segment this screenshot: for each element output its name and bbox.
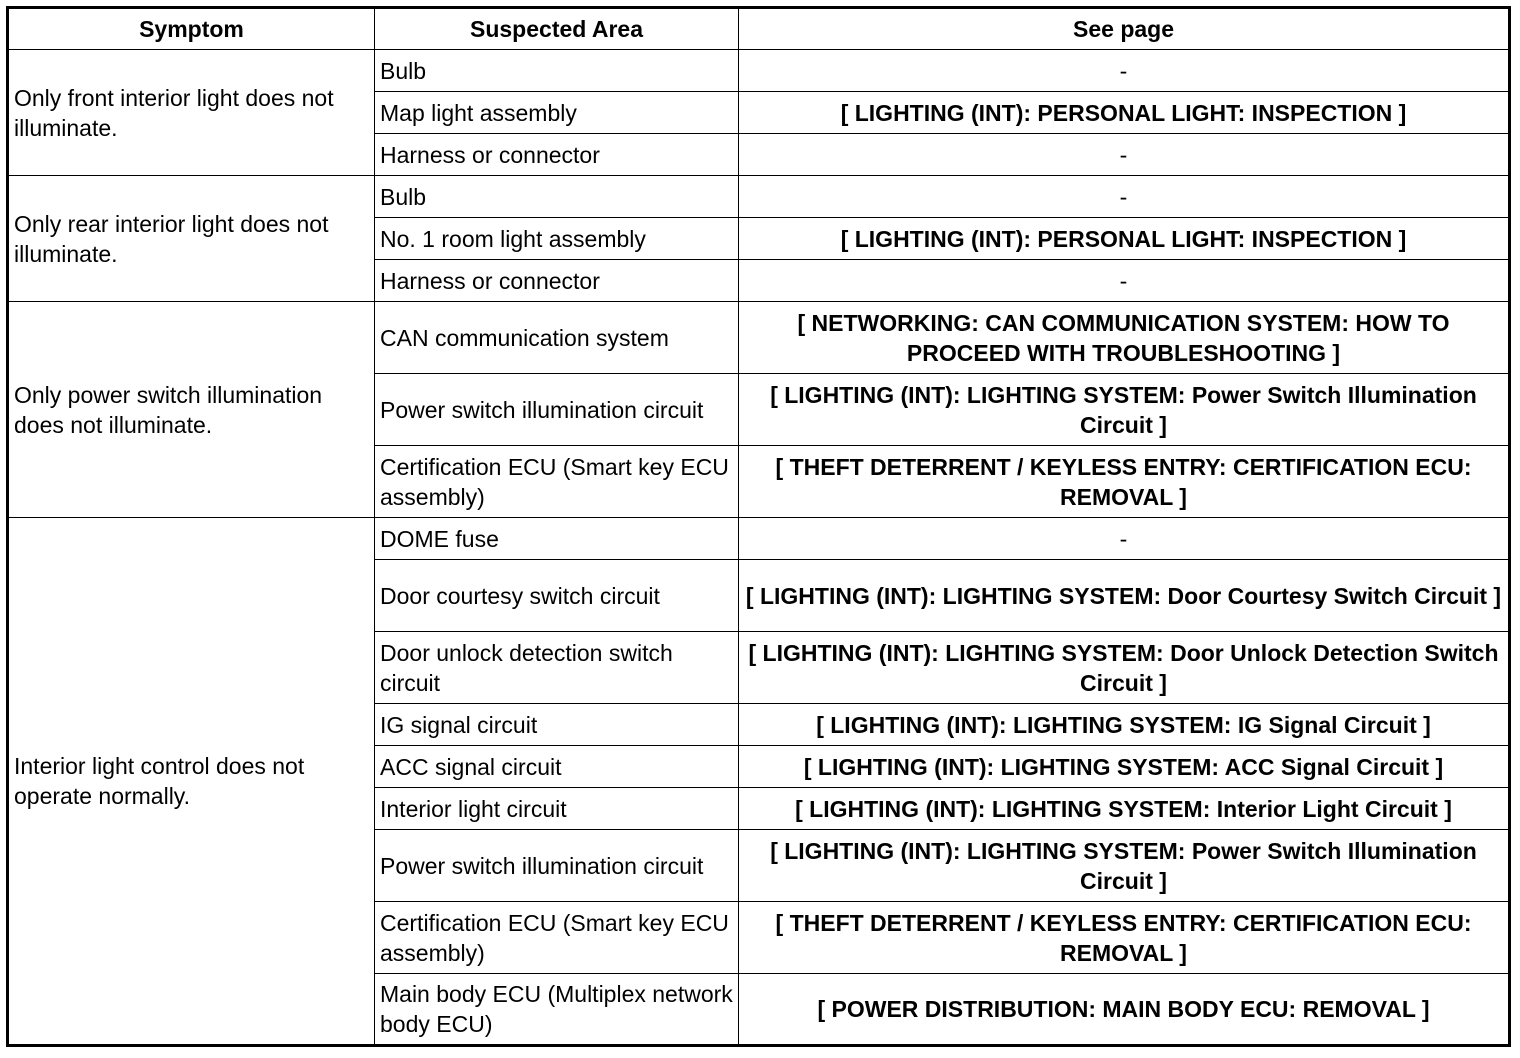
see-page-reference[interactable]: [ NETWORKING: CAN COMMUNICATION SYSTEM: HOW TO PROCEED WITH TROUBLESHOOTING ]: [739, 302, 1510, 374]
see-page-reference[interactable]: [ THEFT DETERRENT / KEYLESS ENTRY: CERTIFICATION ECU: REMOVAL ]: [739, 902, 1510, 974]
see-page-cell-empty: -: [739, 50, 1510, 92]
table-row: [8, 518, 1510, 560]
symptom-cell: Only rear interior light does not illuminate.: [8, 176, 375, 302]
header-symptom: Symptom: [8, 8, 375, 50]
see-page-reference[interactable]: [ POWER DISTRIBUTION: MAIN BODY ECU: REMOVAL ]: [739, 974, 1510, 1046]
see-page-cell-empty: -: [739, 260, 1510, 302]
suspected-area-cell: DOME fuse: [375, 518, 739, 560]
suspected-area-cell: Bulb: [375, 50, 739, 92]
suspected-area-cell: ACC signal circuit: [375, 746, 739, 788]
suspected-area-cell: IG signal circuit: [375, 704, 739, 746]
problem-symptoms-table: [6, 6, 1511, 1047]
see-page-reference[interactable]: [ THEFT DETERRENT / KEYLESS ENTRY: CERTIFICATION ECU: REMOVAL ]: [739, 446, 1510, 518]
table-row: [8, 302, 1510, 374]
see-page-cell-empty: -: [739, 518, 1510, 560]
see-page-reference[interactable]: [ LIGHTING (INT): LIGHTING SYSTEM: Power Switch Illumination Circuit ]: [739, 374, 1510, 446]
header-see-page: See page: [739, 8, 1510, 50]
suspected-area-cell: Main body ECU (Multiplex network body ECU): [375, 974, 739, 1046]
symptom-cell: Interior light control does not operate normally.: [8, 518, 375, 1046]
symptom-cell: Only front interior light does not illuminate.: [8, 50, 375, 176]
see-page-cell-empty: -: [739, 134, 1510, 176]
suspected-area-cell: Door unlock detection switch circuit: [375, 632, 739, 704]
table-row: [8, 50, 1510, 92]
suspected-area-cell: Power switch illumination circuit: [375, 830, 739, 902]
see-page-reference[interactable]: [ LIGHTING (INT): LIGHTING SYSTEM: Door Unlock Detection Switch Circuit ]: [739, 632, 1510, 704]
see-page-reference[interactable]: [ LIGHTING (INT): PERSONAL LIGHT: INSPECTION ]: [739, 218, 1510, 260]
header-suspected-area: Suspected Area: [375, 8, 739, 50]
see-page-reference[interactable]: [ LIGHTING (INT): LIGHTING SYSTEM: IG Signal Circuit ]: [739, 704, 1510, 746]
see-page-reference[interactable]: [ LIGHTING (INT): LIGHTING SYSTEM: ACC Signal Circuit ]: [739, 746, 1510, 788]
see-page-reference[interactable]: [ LIGHTING (INT): LIGHTING SYSTEM: Power Switch Illumination Circuit ]: [739, 830, 1510, 902]
symptom-cell: Only power switch illumination does not illuminate.: [8, 302, 375, 518]
suspected-area-cell: Certification ECU (Smart key ECU assembly): [375, 446, 739, 518]
see-page-reference[interactable]: [ LIGHTING (INT): LIGHTING SYSTEM: Interior Light Circuit ]: [739, 788, 1510, 830]
table-body: [8, 50, 1510, 1046]
suspected-area-cell: Certification ECU (Smart key ECU assembly): [375, 902, 739, 974]
see-page-cell-empty: -: [739, 176, 1510, 218]
see-page-reference[interactable]: [ LIGHTING (INT): PERSONAL LIGHT: INSPECTION ]: [739, 92, 1510, 134]
suspected-area-cell: Map light assembly: [375, 92, 739, 134]
suspected-area-cell: Door courtesy switch circuit: [375, 560, 739, 632]
suspected-area-cell: No. 1 room light assembly: [375, 218, 739, 260]
header-row: [8, 8, 1510, 50]
suspected-area-cell: Power switch illumination circuit: [375, 374, 739, 446]
see-page-reference[interactable]: [ LIGHTING (INT): LIGHTING SYSTEM: Door Courtesy Switch Circuit ]: [739, 560, 1510, 632]
suspected-area-cell: Bulb: [375, 176, 739, 218]
suspected-area-cell: CAN communication system: [375, 302, 739, 374]
suspected-area-cell: Interior light circuit: [375, 788, 739, 830]
suspected-area-cell: Harness or connector: [375, 260, 739, 302]
table-row: [8, 176, 1510, 218]
suspected-area-cell: Harness or connector: [375, 134, 739, 176]
